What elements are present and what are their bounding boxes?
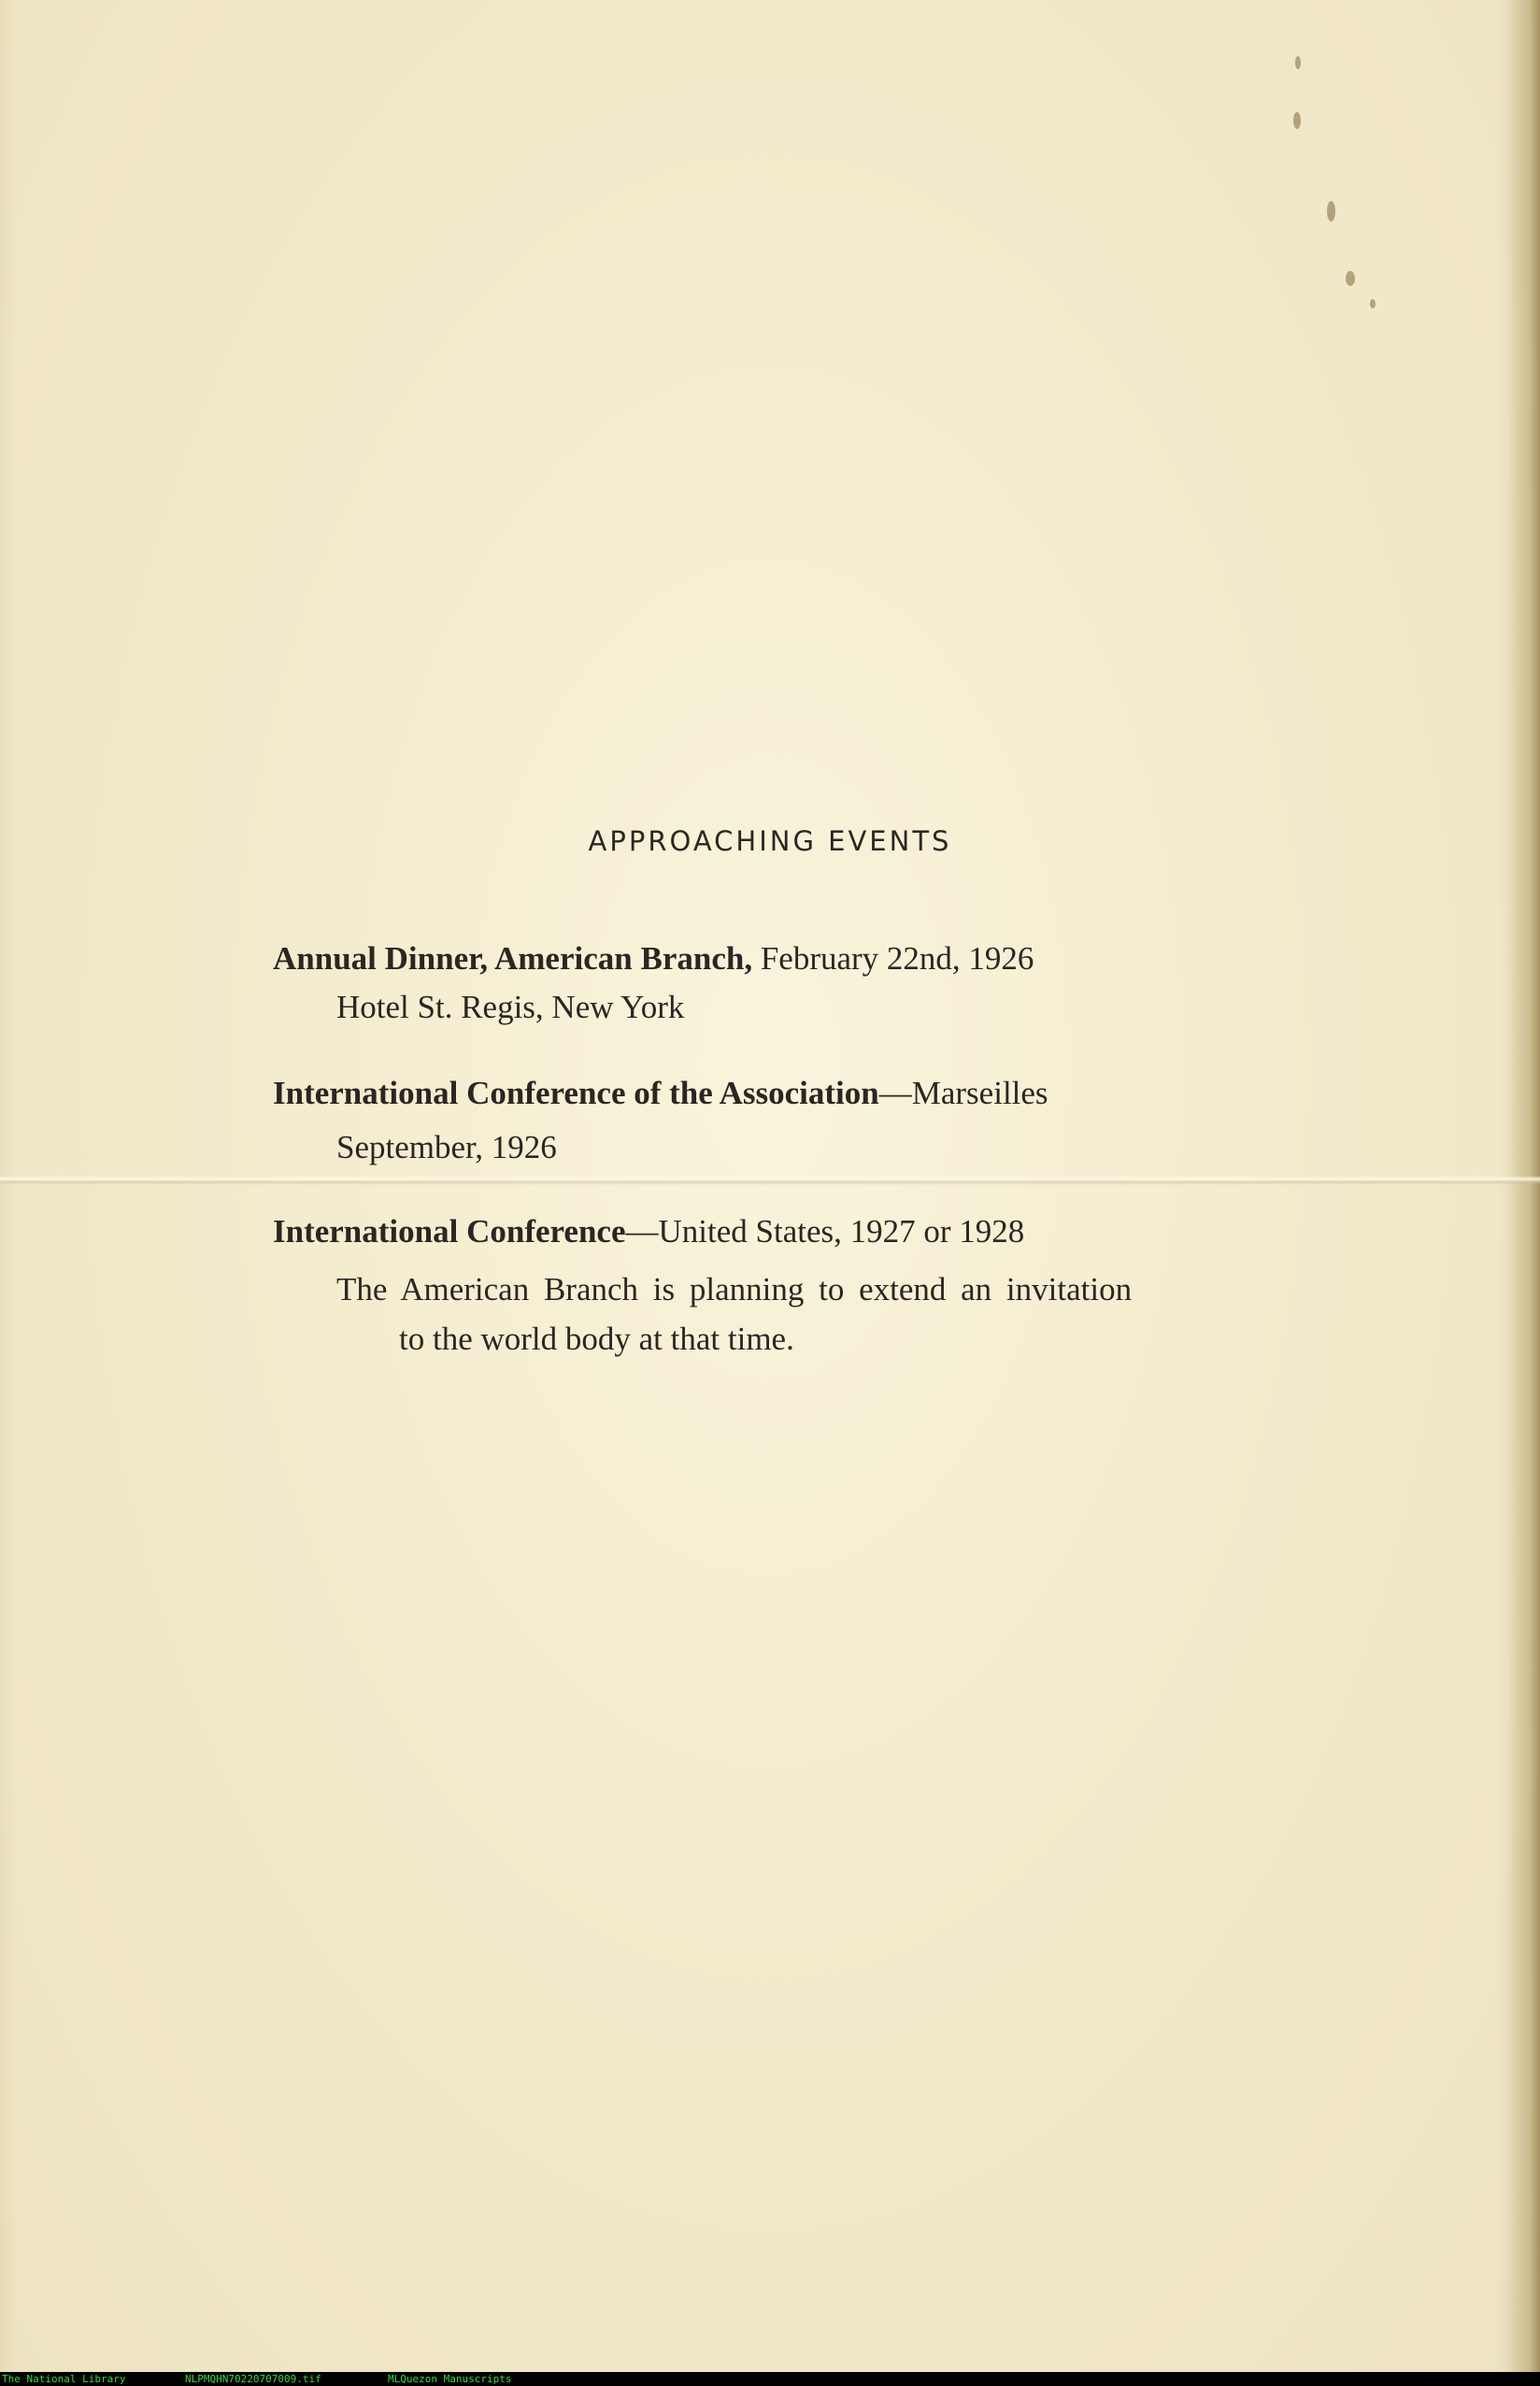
paper-stain [1327,201,1335,221]
paper-fold-crease [0,1176,1540,1185]
event-international-conference-us [273,1213,1024,1250]
paper-stain [1295,56,1301,69]
event-note-line: to the world body at that time. [399,1321,794,1357]
paper-edge-shading [1506,0,1540,2372]
event-location: —United States, 1927 or 1928 [625,1213,1025,1250]
event-title: Annual Dinner, American Branch, [273,940,753,977]
page-title: APPROACHING EVENTS [588,825,952,857]
scan-footer-bar [0,2372,1540,2386]
footer-collection: MLQuezon Manuscripts [388,2373,512,2385]
footer-library: The National Library [2,2373,126,2385]
event-date: September, 1926 [336,1129,557,1165]
paper-stain [1370,299,1376,308]
event-international-conference-association [273,1075,1048,1112]
event-note-line: The American Branch is planning to extend an invitation [336,1271,1133,1307]
paper-stain [1346,271,1355,286]
event-date: February 22nd, 1926 [752,940,1034,977]
event-title: International Conference [273,1213,626,1250]
event-venue: Hotel St. Regis, New York [336,989,685,1025]
footer-filename: NLPMQHN70220707009.tif [185,2373,321,2385]
event-annual-dinner [273,940,1034,978]
event-location: —Marseilles [878,1075,1048,1111]
paper-stain [1293,112,1301,129]
event-title: International Conference of the Association [273,1075,879,1111]
